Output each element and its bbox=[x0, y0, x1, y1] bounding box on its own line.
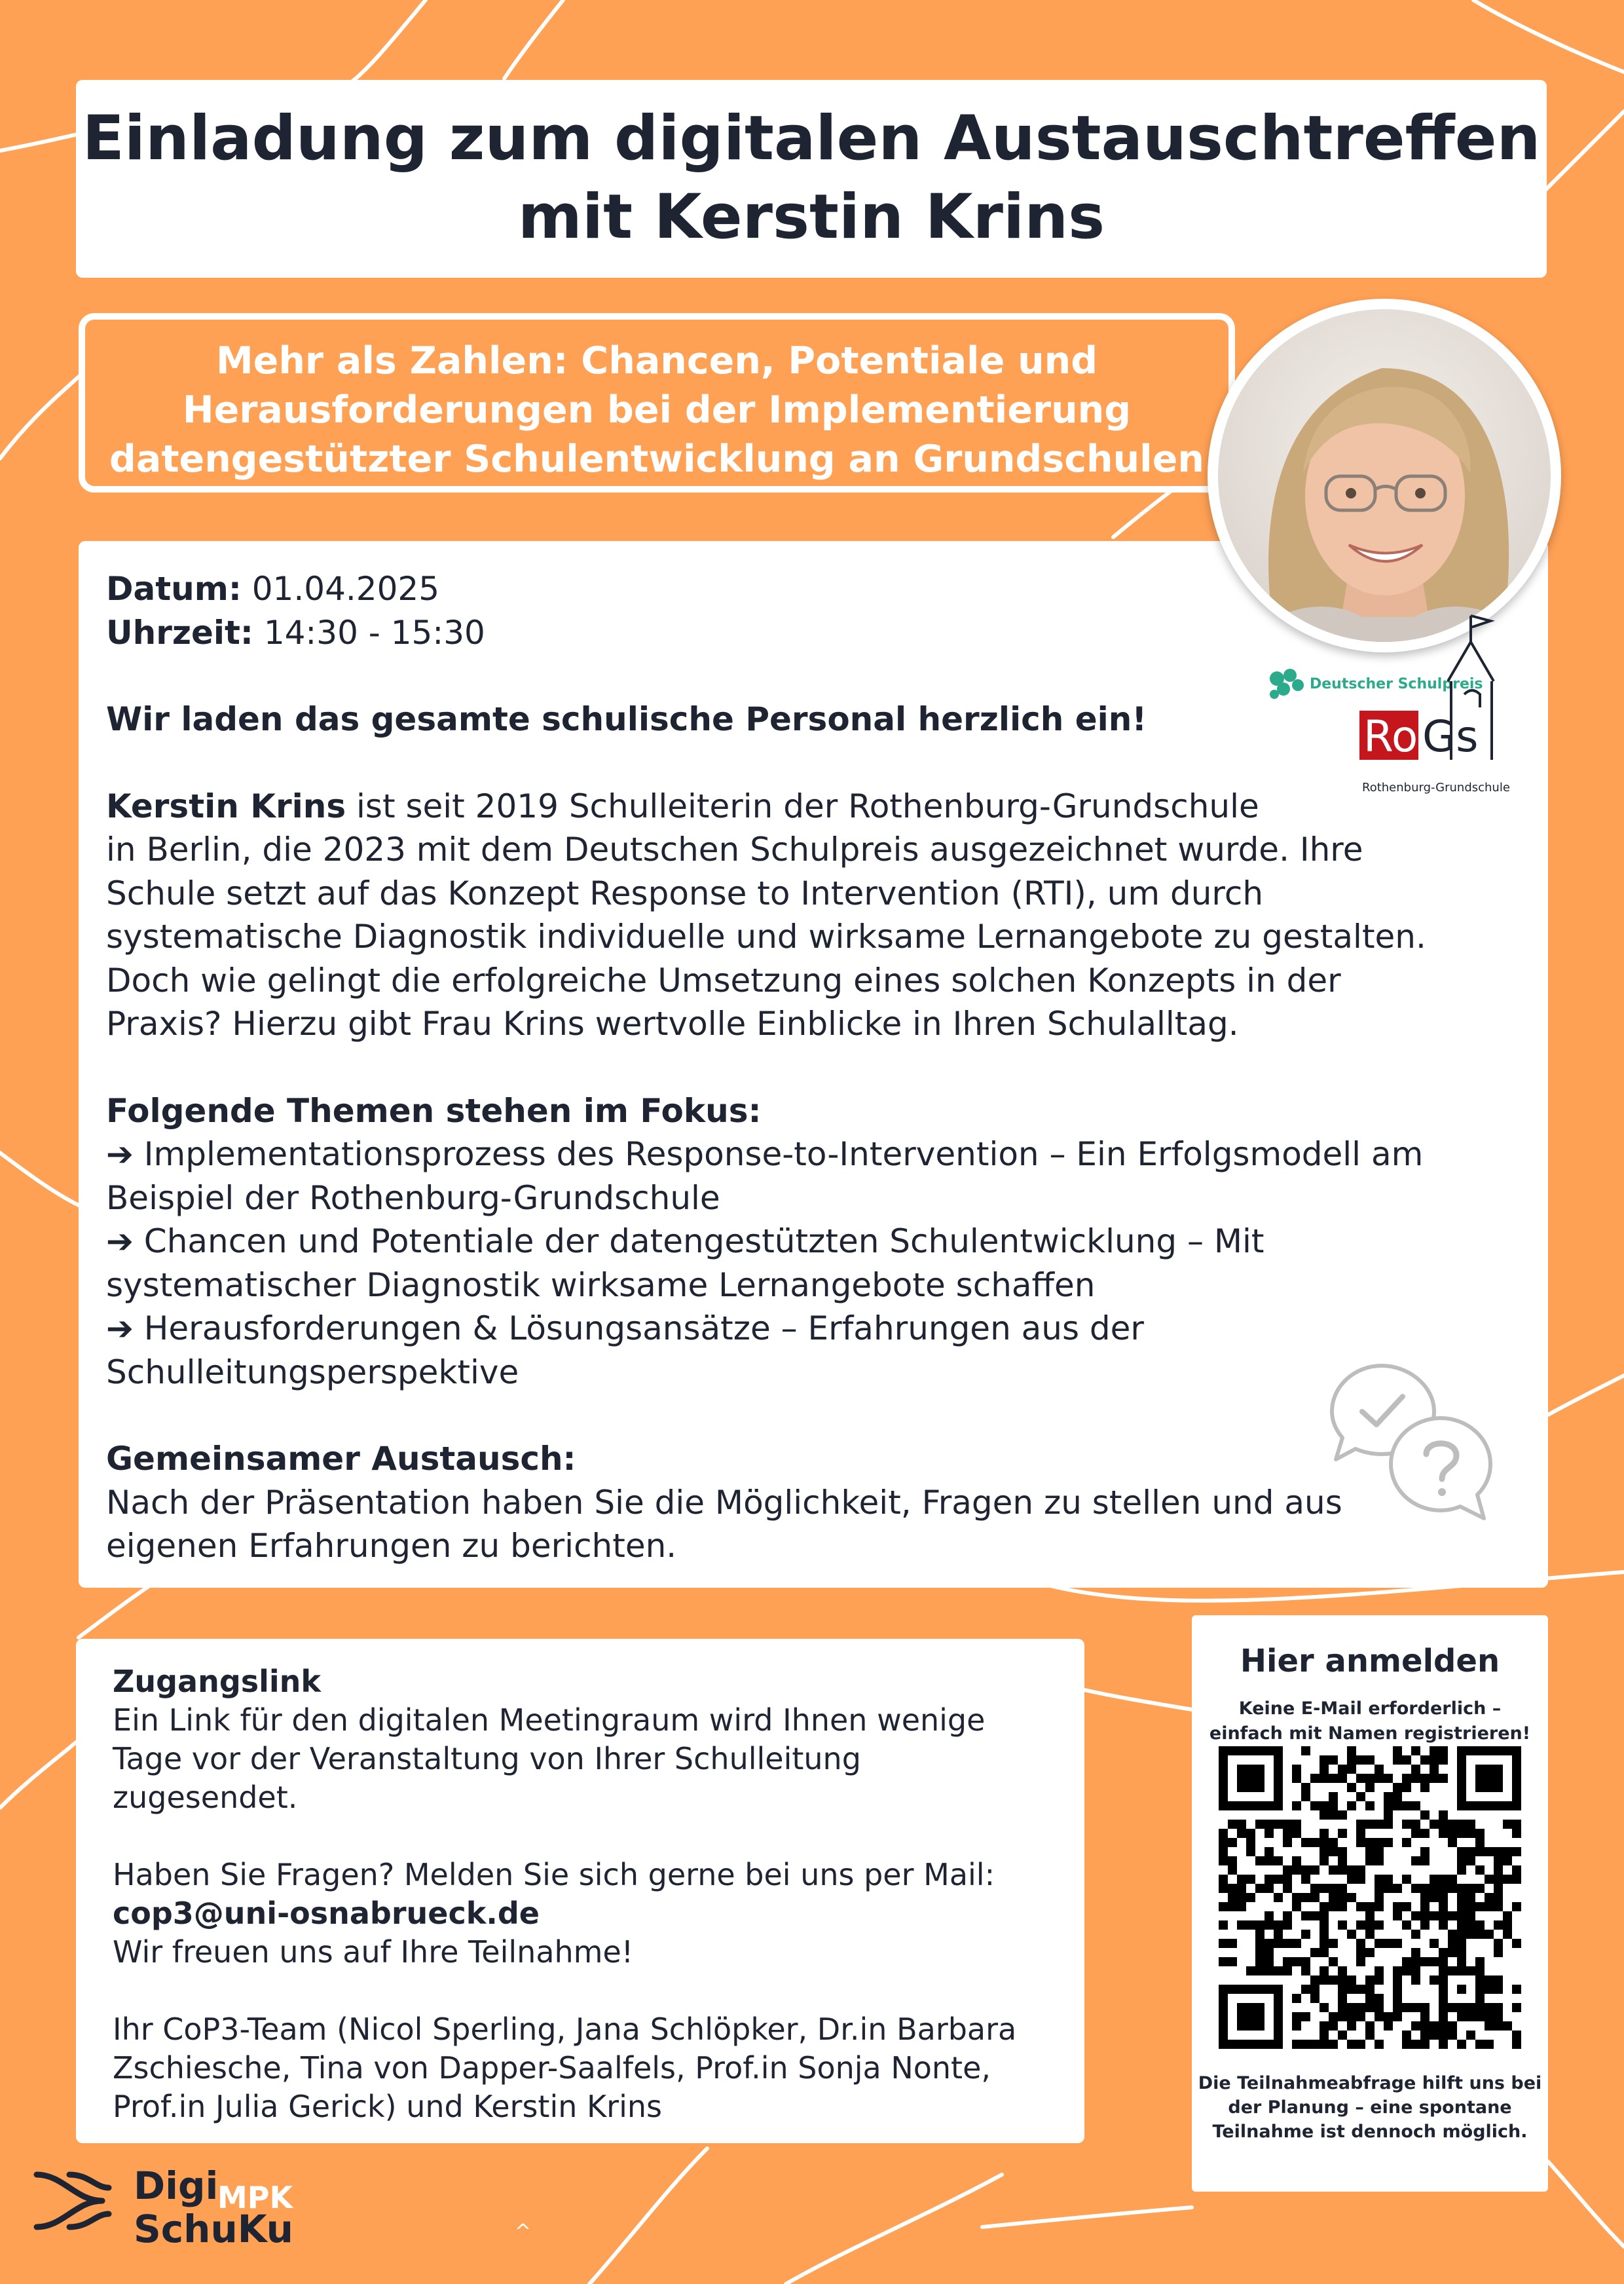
register-note-line-3: Teilnahme ist dennoch möglich. bbox=[1212, 2122, 1528, 2142]
rogs-ro-text: Ro bbox=[1363, 711, 1418, 762]
schulpreis-text: Deutscher Schulpreis bbox=[1310, 676, 1483, 692]
topics-heading: Folgende Themen stehen im Fokus: bbox=[106, 1091, 762, 1130]
logo-schuku-text: SchuKu bbox=[134, 2207, 293, 2251]
rogs-gs-text: Gs bbox=[1422, 711, 1479, 762]
access-line-2: Tage vor der Veranstaltung von Ihrer Schulleitung bbox=[113, 1741, 861, 1776]
date-value: 01.04.2025 bbox=[251, 570, 440, 608]
topic-1-line-1: ➔ Implementationsprozess des Response-to-Intervention – Ein Erfolgsmodell am bbox=[106, 1135, 1424, 1173]
subtitle-line-2: Herausforderungen bei der Implementierung bbox=[182, 388, 1132, 432]
register-note-line-1: Die Teilnahmeabfrage hilft uns bei bbox=[1198, 2073, 1542, 2093]
contact-email-link[interactable]: cop3@uni-osnabrueck.de bbox=[113, 1896, 540, 1931]
topic-2-line-1: ➔ Chancen und Potentiale der datengestützten Schulentwicklung – Mit bbox=[106, 1222, 1264, 1260]
topic-2-line-2: systematischer Diagnostik wirksame Lernangebote schaffen bbox=[106, 1265, 1096, 1304]
register-sub-line-1: Keine E-Mail erforderlich – bbox=[1238, 1698, 1502, 1719]
subtitle-line-3: datengestützter Schulentwicklung an Grundschulen bbox=[109, 438, 1204, 481]
speaker-photo bbox=[1208, 299, 1561, 652]
topic-1-line-2: Beispiel der Rothenburg-Grundschule bbox=[106, 1178, 720, 1217]
rogs-logo bbox=[1359, 609, 1530, 799]
intro-paragraph bbox=[106, 785, 1521, 829]
intro-line-6: Praxis? Hierzu gibt Frau Krins wertvolle Einblicke in Ihren Schulalltag. bbox=[106, 1005, 1239, 1043]
team-line-1: Ihr CoP3-Team (Nicol Sperling, Jana Schlöpker, Dr.in Barbara bbox=[113, 2012, 1017, 2047]
exchange-line-1: Nach der Präsentation haben Sie die Möglichkeit, Fragen zu stellen und aus bbox=[106, 1483, 1342, 1522]
logo-digi-text: Digi bbox=[134, 2163, 219, 2208]
access-line-1: Ein Link für den digitalen Meetingraum wird Ihnen wenige bbox=[113, 1702, 986, 1738]
rogs-caption: Rothenburg-Grundschule bbox=[1362, 781, 1510, 795]
intro-name: Kerstin Krins bbox=[106, 787, 346, 825]
access-line-3: zugesendet. bbox=[113, 1780, 298, 1815]
team-line-2: Zschiesche, Tina von Dapper-Saalfels, Prof.in Sonja Nonte, bbox=[113, 2050, 991, 2086]
contact-box bbox=[76, 1639, 1084, 2143]
title-banner bbox=[76, 80, 1547, 278]
intro-line-4: systematische Diagnostik individuelle und wirksame Lernangebote zu gestalten. bbox=[106, 918, 1426, 956]
exchange-line-2: eigenen Erfahrungen zu berichten. bbox=[106, 1527, 677, 1565]
exchange-heading: Gemeinsamer Austausch: bbox=[106, 1440, 576, 1478]
schulpreis-icon bbox=[1264, 665, 1310, 705]
logo-mark-icon bbox=[30, 2162, 122, 2247]
chat-question-icon bbox=[1329, 1356, 1500, 1526]
question-text: Haben Sie Fragen? Melden Sie sich gerne bei uns per Mail: bbox=[113, 1857, 995, 1892]
invite-text: Wir laden das gesamte schulische Personal herzlich ein! bbox=[106, 700, 1147, 738]
date-label: Datum: bbox=[106, 570, 242, 608]
logo-mpk-text: MPK bbox=[217, 2180, 293, 2215]
subtitle-banner bbox=[79, 313, 1235, 493]
register-box bbox=[1192, 1615, 1548, 2192]
subtitle-line-1: Mehr als Zahlen: Chancen, Potentiale und bbox=[215, 339, 1098, 383]
register-heading: Hier anmelden bbox=[1240, 1643, 1500, 1679]
access-heading: Zugangslink bbox=[113, 1664, 322, 1699]
intro-line-3: Schule setzt auf das Konzept Response to Intervention (RTI), um durch bbox=[106, 874, 1264, 912]
topic-3-line-2: Schulleitungsperspektive bbox=[106, 1353, 519, 1391]
page-title-line-2: mit Kerstin Krins bbox=[517, 181, 1105, 253]
portrait-icon bbox=[1218, 309, 1551, 642]
intro-line-1: ist seit 2019 Schulleiterin der Rothenburg-Grundschule bbox=[346, 787, 1259, 825]
time-label: Uhrzeit: bbox=[106, 613, 253, 652]
page-title-line-1: Einladung zum digitalen Austauschtreffen bbox=[82, 103, 1541, 174]
time-value: 14:30 - 15:30 bbox=[263, 613, 485, 652]
register-note-line-2: der Planung – eine spontane bbox=[1228, 2097, 1512, 2118]
topic-3-line-1: ➔ Herausforderungen & Lösungsansätze – Erfahrungen aus der bbox=[106, 1309, 1144, 1347]
intro-line-5: Doch wie gelingt die erfolgreiche Umsetzung eines solchen Konzepts in der bbox=[106, 961, 1341, 1000]
register-sub-line-2: einfach mit Namen registrieren! bbox=[1209, 1723, 1531, 1744]
qr-code[interactable] bbox=[1219, 1746, 1521, 2049]
thanks-text: Wir freuen uns auf Ihre Teilnahme! bbox=[113, 1934, 634, 1970]
digi-mpk-schuku-logo bbox=[30, 2155, 331, 2253]
team-line-3: Prof.in Julia Gerick) und Kerstin Krins bbox=[113, 2089, 662, 2124]
caret-mark: ^ bbox=[515, 2220, 532, 2243]
intro-line-2: in Berlin, die 2023 mit dem Deutschen Schulpreis ausgezeichnet wurde. Ihre bbox=[106, 831, 1363, 869]
